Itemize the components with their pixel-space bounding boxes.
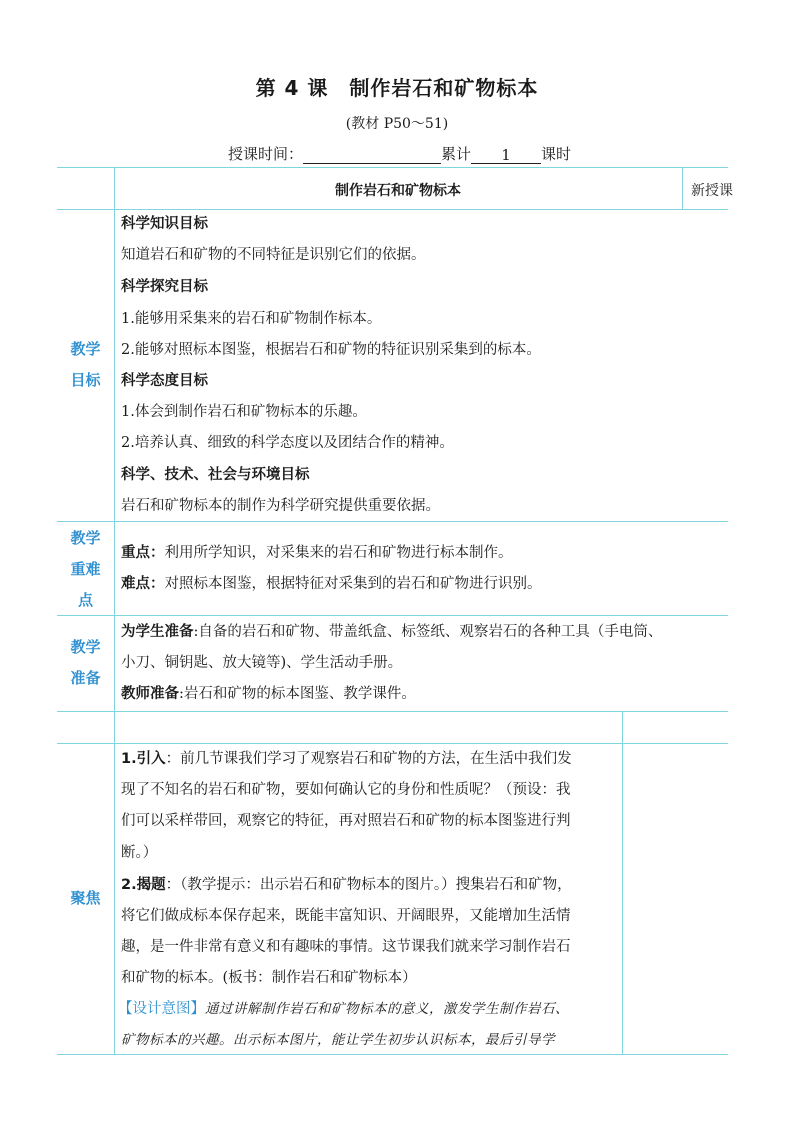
difficult-point-line — [121, 569, 542, 600]
design-intent-tag: 【设计意图】 — [118, 1001, 205, 1017]
keypoints-row-label-1: 教学 — [70, 529, 101, 547]
attitude-goal-1: 1.体会到制作岩石和矿物标本的乐趣。 — [121, 404, 367, 420]
design-intent-line-1 — [118, 994, 569, 1025]
keypoints-row-label-3: 点 — [77, 591, 93, 609]
student-prep-line-2: 小刀、铜钥匙、放大镜等)、学生活动手册。 — [121, 655, 403, 671]
student-prep-line-1 — [121, 617, 662, 648]
cumulative-label: 累计 — [441, 145, 472, 163]
prep-row-label-2: 准备 — [70, 669, 101, 687]
attitude-goal-title: 科学态度目标 — [121, 373, 208, 389]
lesson-type-cell: 新授课 — [691, 183, 733, 199]
sts-goal-title: 科学、技术、社会与环境目标 — [121, 467, 310, 483]
design-intent-line-2: 矿物标本的兴趣。出示标本图片，能让学生初步认识标本，最后引导学 — [121, 1032, 555, 1048]
teacher-prep-line — [121, 679, 416, 710]
topic-line-1 — [121, 870, 572, 901]
inquiry-goal-title: 科学探究目标 — [121, 279, 208, 295]
topic-line-3: 趣，是一件非常有意义和有趣味的事情。这节课我们就来学习制作岩石 — [121, 939, 571, 955]
lesson-meta — [228, 143, 571, 164]
goals-row-label-2: 目标 — [70, 371, 101, 389]
inquiry-goal-2: 2.能够对照标本图鉴，根据岩石和矿物的特征识别采集到的标本。 — [121, 342, 541, 358]
student-prep-label: 为学生准备 — [121, 624, 194, 640]
teacher-prep-text: :岩石和矿物的标本图鉴、教学课件。 — [179, 686, 416, 702]
cumulative-value: 1 — [471, 146, 541, 164]
knowledge-goal-1: 知道岩石和矿物的不同特征是识别它们的依据。 — [121, 247, 426, 263]
design-intent-text-1: 通过讲解制作岩石和矿物标本的意义，激发学生制作岩石、 — [205, 1001, 569, 1017]
unit-label: 课时 — [541, 145, 572, 163]
topic-text-1: ：（教学提示：出示岩石和矿物标本的图片。）搜集岩石和矿物， — [165, 877, 572, 893]
goals-row-label-1: 教学 — [70, 340, 101, 358]
topic-line-4: 和矿物的标本。(板书：制作岩石和矿物标本） — [121, 970, 417, 986]
time-blank — [303, 146, 441, 164]
topic-label: 2.揭题 — [121, 877, 166, 893]
difficult-point-text: 对照标本图鉴，根据特征对采集到的岩石和矿物进行识别。 — [164, 576, 542, 592]
time-label: 授课时间： — [228, 145, 304, 163]
intro-text-1: ：前几节课我们学习了观察岩石和矿物的方法，在生活中我们发 — [165, 751, 572, 767]
intro-line-3: 们可以采样带回，观察它的特征，再对照岩石和矿物的标本图鉴进行判 — [121, 813, 571, 829]
difficult-point-label: 难点： — [121, 576, 165, 592]
teacher-prep-label: 教师准备 — [121, 686, 179, 702]
focus-row-label: 聚焦 — [70, 889, 101, 907]
intro-label: 1.引入 — [121, 751, 166, 767]
intro-line-2: 现了不知名的岩石和矿物，要如何确认它的身份和性质呢？（预设：我 — [121, 782, 571, 798]
knowledge-goal-title: 科学知识目标 — [121, 216, 208, 232]
lesson-name-cell: 制作岩石和矿物标本 — [335, 183, 461, 199]
sts-goal-1: 岩石和矿物标本的制作为科学研究提供重要依据。 — [121, 498, 440, 514]
intro-line-4: 断。） — [121, 845, 158, 861]
page-subtitle: (教材 P50～51) — [345, 116, 449, 132]
key-point-text: 利用所学知识，对采集来的岩石和矿物进行标本制作。 — [164, 545, 513, 561]
topic-line-2: 将它们做成标本保存起来，既能丰富知识、开阔眼界，又能增加生活情 — [121, 908, 571, 924]
intro-line-1 — [121, 744, 572, 775]
student-prep-text-1: :自备的岩石和矿物、带盖纸盒、标签纸、观察岩石的各种工具（手电筒、 — [193, 624, 663, 640]
key-point-label: 重点： — [121, 545, 165, 561]
key-point-line — [121, 538, 513, 569]
attitude-goal-2: 2.培养认真、细致的科学态度以及团结合作的精神。 — [121, 435, 454, 451]
page-title: 第 4 课 制作岩石和矿物标本 — [255, 76, 539, 100]
keypoints-row-label-2: 重难 — [70, 560, 101, 578]
prep-row-label-1: 教学 — [70, 638, 101, 656]
inquiry-goal-1: 1.能够用采集来的岩石和矿物制作标本。 — [121, 311, 382, 327]
